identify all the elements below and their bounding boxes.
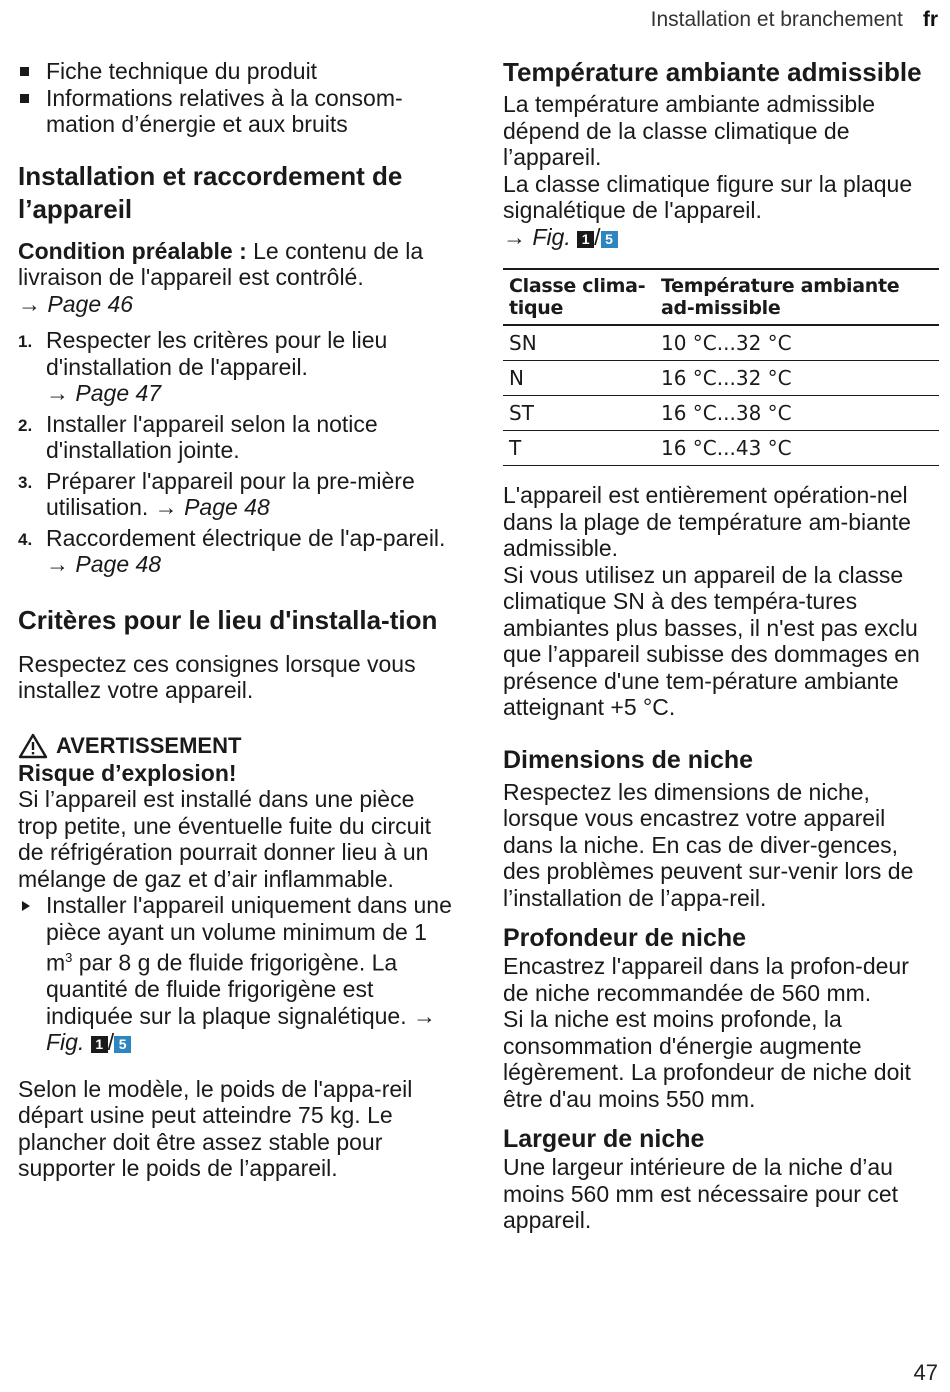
table-row: [503, 396, 939, 431]
step-item: [18, 411, 458, 464]
figure-5-icon: 5: [601, 231, 618, 248]
table-cell: 10 °C...32 °C: [655, 325, 939, 361]
step-text: Raccordement électrique de l'ap-pareil.: [46, 524, 446, 551]
weight-note: Selon le modèle, le poids de l'appa-reil départ usine peut atteindre 75 kg. Le plancher doit être assez stable pour supporter le poids de l’appareil.: [18, 1075, 413, 1182]
precondition: [18, 238, 458, 318]
step-number: 1.: [18, 332, 33, 351]
square-bullet-icon: [20, 94, 29, 103]
square-bullet-icon: [20, 67, 29, 76]
header-section-title: Installation et branchement: [650, 8, 903, 31]
left-column: [18, 58, 458, 1182]
table-header-cell: Température ambiante ad-missible: [655, 269, 939, 325]
table-cell: 16 °C...43 °C: [655, 431, 939, 466]
warning-action: [18, 892, 458, 1056]
section-heading-installation: Installation et raccordement de l’appareil: [18, 160, 403, 224]
step-number: 4.: [18, 529, 33, 549]
step-item: [18, 468, 458, 521]
step-number: 2.: [18, 415, 33, 435]
table-header-row: [503, 269, 939, 325]
table-row: [503, 431, 939, 466]
step-item: [18, 525, 458, 578]
figure-reference-link[interactable]: → Fig. 1 / 5: [503, 224, 618, 250]
warning-triangle-icon: [18, 733, 48, 759]
figure-reference-link[interactable]: → Fig. 1 / 5: [46, 1002, 436, 1056]
table-cell: N: [503, 361, 655, 396]
page-reference-link[interactable]: → Page 47: [46, 380, 162, 406]
page-header: [651, 8, 938, 32]
precondition-label: Condition préalable :: [18, 237, 247, 264]
bullet-item: [18, 58, 458, 85]
table-cell: T: [503, 431, 655, 466]
section-heading-criteria: Critères pour le lieu d'installa-tion: [18, 604, 438, 635]
dimensions-text: Respectez les dimensions de niche, lorsque vous encastrez votre appareil dans la niche. En cas de diver-gences, des problèmes peuvent sur-venir lors de l’installation de l’appa-reil.: [503, 778, 914, 911]
table-cell: 16 °C...38 °C: [655, 396, 939, 431]
action-arrow-icon: [22, 901, 30, 911]
depth-paragraph-1: Encastrez l'appareil dans la profon-deur de niche recommandée de 560 mm.: [503, 953, 909, 1006]
precondition-text: Le contenu de la livraison de l'appareil est contrôlé.: [18, 237, 424, 290]
section-heading-depth: Profondeur de niche: [503, 924, 747, 952]
action-text-a: Installer l'appareil uniquement dans une pièce ayant un volume minimum de 1 m: [46, 892, 452, 976]
table-cell: ST: [503, 396, 655, 431]
climate-class-table: [503, 268, 939, 466]
bullet-text: Fiche technique du produit: [46, 58, 318, 84]
right-column: [503, 58, 939, 1234]
figure-1-icon: 1: [91, 1036, 108, 1053]
section-heading-dimensions: Dimensions de niche: [503, 745, 754, 774]
warning-label: AVERTISSEMENT: [56, 732, 242, 758]
temp-paragraph-3: L'appareil est entièrement opération-nel dans la plage de température am-biante admissible.: [503, 482, 911, 561]
table-cell: SN: [503, 325, 655, 361]
steps-list: [18, 327, 458, 578]
bullet-text: Informations relatives à la consom-mation d’énergie et aux bruits: [46, 84, 403, 137]
step-number: 3.: [18, 472, 33, 492]
page-reference-link[interactable]: → Page 48: [46, 551, 162, 577]
table-cell: 16 °C...32 °C: [655, 361, 939, 396]
step-text: Installer l'appareil selon la notice d'installation jointe.: [46, 410, 378, 463]
table-header-cell: Classe clima-tique: [503, 269, 655, 325]
criteria-intro: Respectez ces consignes lorsque vous installez votre appareil.: [18, 650, 416, 703]
step-text: Respecter les critères pour le lieu d'installation de l'appareil.: [46, 327, 388, 380]
temp-paragraph-2: La classe climatique figure sur la plaque signalétique de l'appareil. → Fig. 1 / 5: [503, 170, 913, 250]
step-item: [18, 327, 458, 407]
warning-text: Si l’appareil est installé dans une pièce trop petite, une éventuelle fuite du circuit de réfrigération pourrait donner lieu à un mélange de gaz et d’air inflammable.: [18, 786, 431, 892]
temp-paragraph-1: La température ambiante admissible dépend de la classe climatique de l’appareil.: [503, 91, 876, 170]
header-language: fr: [922, 8, 938, 31]
warning-title: [18, 732, 458, 760]
table-row: [503, 325, 939, 361]
table-row: [503, 361, 939, 396]
page-reference-link[interactable]: → Page 46: [18, 290, 134, 317]
page-reference-link[interactable]: → Page 48: [154, 494, 270, 520]
section-heading-width: Largeur de niche: [503, 1125, 705, 1153]
section-heading-temperature: Température ambiante admissible: [503, 57, 922, 87]
temp-paragraph-4: Si vous utilisez un appareil de la classe climatique SN à des tempéra-tures ambiantes plus basses, il n'est pas exclu que l’appareil subisse des dommages en présence d'une tem-pérature ambiante atteignant +5 °C.: [503, 561, 920, 720]
superscript: 3: [65, 950, 73, 965]
figure-5-icon: 5: [114, 1036, 131, 1053]
action-text-b: par 8 g de fluide frigorigène. La quantité de fluide frigorigène est indiquée sur la plaque signalétique.: [46, 949, 407, 1029]
bullet-item: [18, 85, 458, 138]
width-text: Une largeur intérieure de la niche d’au moins 560 mm est nécessaire pour cet appareil.: [503, 1154, 899, 1233]
page-number: 47: [913, 1360, 938, 1385]
depth-paragraph-2: Si la niche est moins profonde, la consommation d'énergie augmente légèrement. La profondeur de niche doit être d'au moins 550 mm.: [503, 1006, 911, 1112]
warning-block: [18, 732, 458, 1056]
step-text: Préparer l'appareil pour la pre-mière utilisation.: [46, 467, 415, 520]
figure-1-icon: 1: [577, 231, 594, 248]
warning-subtitle: Risque d’explosion!: [18, 759, 237, 786]
